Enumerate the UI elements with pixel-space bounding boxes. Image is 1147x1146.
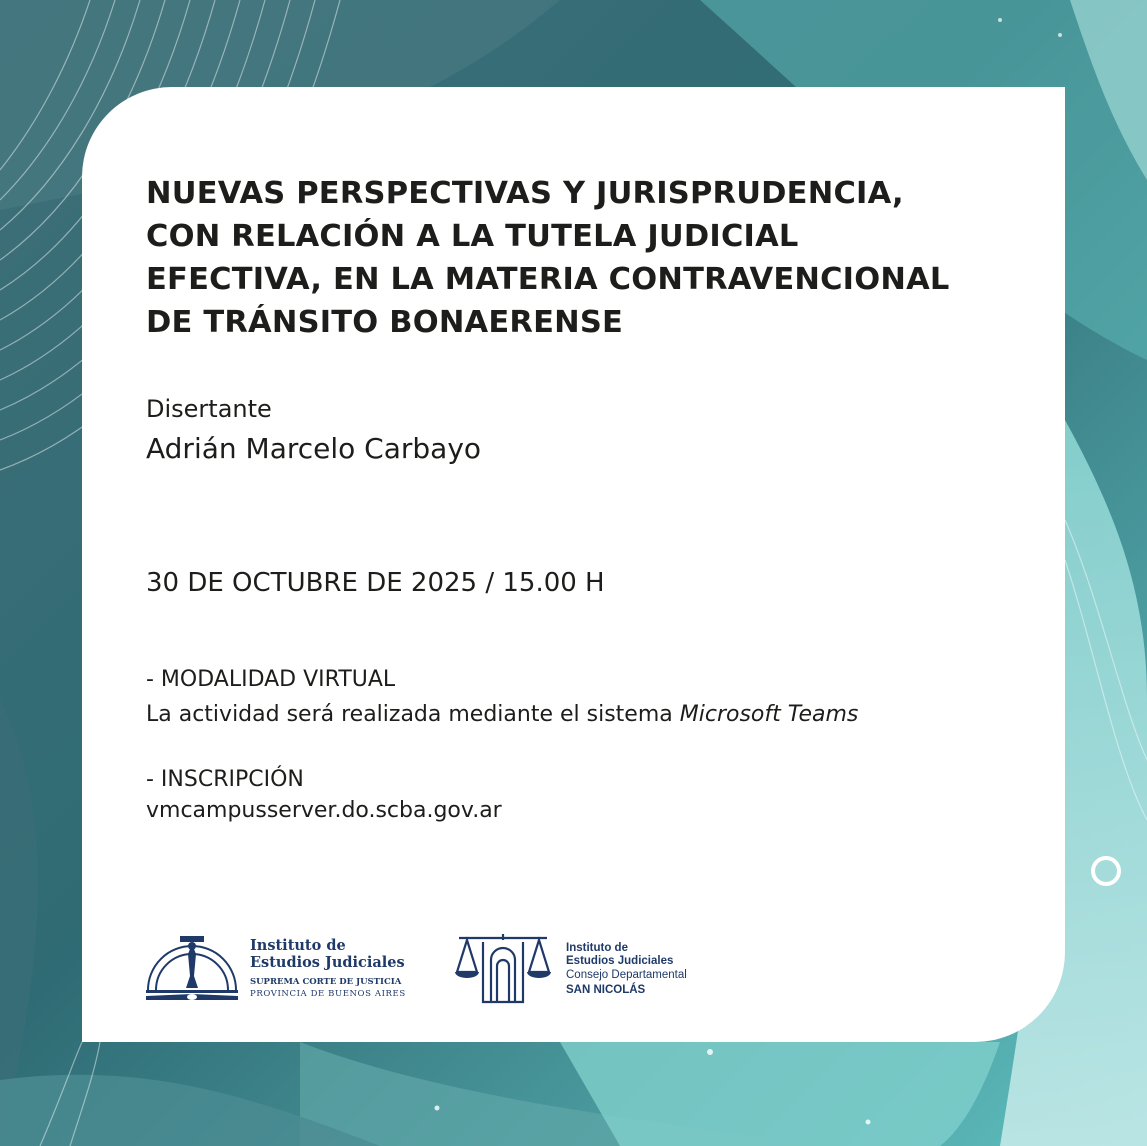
logo-left-line4: PROVINCIA DE BUENOS AIRES bbox=[250, 989, 406, 999]
logo-right-line1: Instituto de bbox=[566, 942, 628, 954]
scales-of-justice-icon bbox=[453, 930, 553, 1010]
logo-right-line4: SAN NICOLÁS bbox=[566, 984, 646, 996]
modality-heading: - MODALIDAD VIRTUAL bbox=[146, 667, 396, 692]
logo-left-line1: Instituto de bbox=[250, 937, 346, 954]
title-line: EFECTIVA, EN LA MATERIA CONTRAVENCIONAL bbox=[146, 262, 950, 297]
registration-link[interactable]: vmcampusserver.do.scba.gov.ar bbox=[146, 798, 502, 823]
logo-left-line3: SUPREMA CORTE DE JUSTICIA bbox=[250, 977, 402, 987]
modality-text bbox=[146, 702, 858, 727]
logo-left-line2: Estudios Judiciales bbox=[250, 954, 405, 971]
event-date-time: 30 DE OCTUBRE DE 2025 / 15.00 H bbox=[146, 568, 605, 598]
logo-instituto-san-nicolas bbox=[453, 930, 713, 1010]
speaker-name: Adrián Marcelo Carbayo bbox=[146, 432, 482, 465]
event-title bbox=[146, 172, 1046, 344]
title-line: DE TRÁNSITO BONAERENSE bbox=[146, 305, 624, 340]
modality-description: La actividad será realizada mediante el sistema bbox=[146, 702, 680, 727]
speaker-label: Disertante bbox=[146, 395, 272, 423]
title-line: CON RELACIÓN A LA TUTELA JUDICIAL bbox=[146, 219, 799, 254]
registration-heading: - INSCRIPCIÓN bbox=[146, 767, 304, 792]
logo-right-line3: Consejo Departamental bbox=[566, 969, 687, 981]
title-line: NUEVAS PERSPECTIVAS Y JURISPRUDENCIA, bbox=[146, 176, 904, 211]
logo-instituto-scba bbox=[142, 932, 422, 1004]
logo-right-line2: Estudios Judiciales bbox=[566, 955, 674, 967]
modality-platform: Microsoft Teams bbox=[679, 702, 859, 727]
courthouse-seal-icon bbox=[142, 932, 242, 1004]
